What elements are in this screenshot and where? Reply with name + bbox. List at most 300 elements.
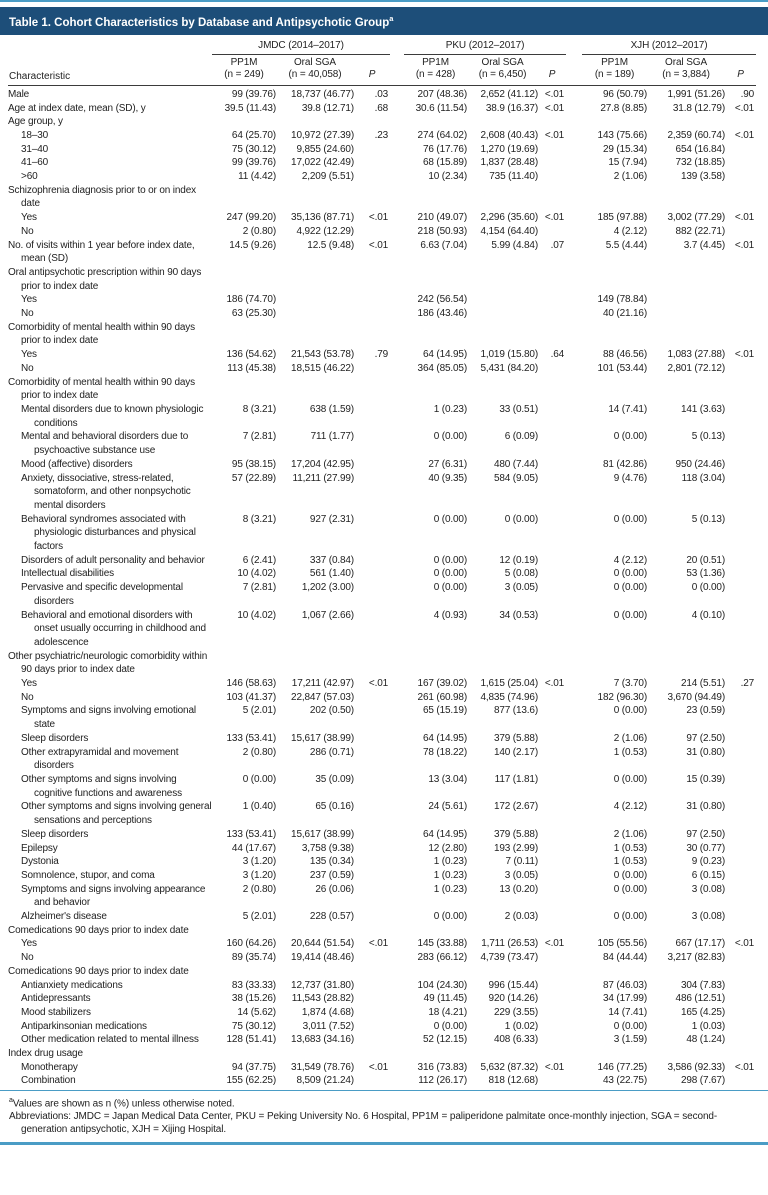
column-gap <box>566 115 582 129</box>
value-cell <box>212 376 276 403</box>
column-gap <box>566 362 582 376</box>
row-label: Mental disorders due to known physiologic conditions <box>21 404 204 429</box>
table-row <box>8 85 756 101</box>
value-cell: 118 (3.04) <box>681 472 726 484</box>
p-value-cell: <.01 <box>734 349 755 361</box>
bottom-accent-line <box>0 1142 768 1145</box>
row-label: Yes <box>21 349 37 361</box>
column-gap <box>390 842 404 856</box>
column-gap <box>390 211 404 225</box>
row-label: 41–60 <box>21 157 49 169</box>
top-accent-line <box>0 0 768 2</box>
column-gap <box>566 156 582 170</box>
p-value-cell <box>538 156 566 170</box>
value-cell: 667 (17.17) <box>675 938 726 950</box>
column-gap <box>566 430 582 457</box>
column-gap <box>390 170 404 184</box>
column-gap <box>390 115 404 129</box>
value-cell: 75 (30.12) <box>231 143 276 155</box>
row-label: >60 <box>21 171 38 183</box>
value-cell: 155 (62.25) <box>226 1075 276 1087</box>
table-row <box>8 910 756 924</box>
value-cell: 8,509 (21.24) <box>296 1075 354 1087</box>
value-cell: 141 (3.63) <box>680 404 726 415</box>
value-cell: 20 (0.51) <box>686 554 726 566</box>
value-cell: 186 (74.70) <box>226 294 276 306</box>
value-cell <box>647 184 725 211</box>
p-value-cell <box>354 979 390 993</box>
footnote-a <box>9 1094 759 1110</box>
p-value-cell <box>354 924 390 938</box>
p-value-cell <box>725 746 756 773</box>
value-cell: 117 (1.81) <box>494 773 539 785</box>
column-gap <box>390 581 404 608</box>
row-label: Alzheimer's disease <box>21 911 107 923</box>
value-cell <box>404 924 467 938</box>
value-cell: 9 (0.23) <box>691 856 726 868</box>
value-cell: 27.8 (8.85) <box>600 102 648 114</box>
value-cell: 88 (46.56) <box>602 349 648 361</box>
value-cell: 3 (0.08) <box>691 911 726 923</box>
column-gap <box>566 554 582 568</box>
value-cell: 0 (0.00) <box>613 773 648 785</box>
table-row <box>8 965 756 979</box>
row-label: Behavioral syndromes associated with physiologic disturbances and physical factors <box>21 513 196 553</box>
column-gap <box>566 129 582 143</box>
table-row <box>8 746 756 773</box>
p-value-cell <box>538 691 566 705</box>
value-cell: 242 (56.54) <box>417 294 468 306</box>
p-value-cell <box>354 910 390 924</box>
p-value-cell: .68 <box>374 102 389 114</box>
value-cell <box>582 965 647 979</box>
value-cell: 103 (41.37) <box>226 691 276 703</box>
column-gap <box>390 567 404 581</box>
p-value-cell <box>354 225 390 239</box>
p-value-cell <box>538 828 566 842</box>
table-row <box>8 581 756 608</box>
value-cell: 0 (0.00) <box>433 911 468 923</box>
value-cell: 218 (50.93) <box>417 225 468 237</box>
value-cell: 5 (0.13) <box>691 431 726 443</box>
footnote-abbreviations: Abbreviations: JMDC = Japan Medical Data Center, PKU = Peking University No. 6 Hospital, PP1M = paliperidone palmitate once-monthly injection, SGA = second-generation antipsychotic, XJH = Xijing Hospital. <box>9 1111 718 1136</box>
column-gap <box>566 239 582 266</box>
value-cell: 83 (33.33) <box>231 979 276 991</box>
p-value-cell: <.01 <box>544 129 565 141</box>
column-gap <box>390 376 404 403</box>
column-gap <box>390 129 404 143</box>
p-value-cell <box>538 924 566 938</box>
p-value-cell <box>354 567 390 581</box>
p-value-cell <box>354 293 390 307</box>
column-gap <box>566 307 582 321</box>
column-gap <box>566 184 582 211</box>
p-value-cell <box>538 979 566 993</box>
row-label: Comorbidity of mental health within 90 days prior to index date <box>8 376 195 402</box>
row-label: Other medication related to mental illness <box>21 1034 199 1046</box>
p-value-cell <box>354 1006 390 1020</box>
row-label: Epilepsy <box>21 842 58 854</box>
column-gap <box>390 362 404 376</box>
p-value-cell <box>538 1074 566 1088</box>
table-row <box>8 979 756 993</box>
p-value-cell <box>354 307 390 321</box>
value-cell: 2 (0.80) <box>242 883 276 895</box>
value-cell: 0 (0.00) <box>433 554 468 566</box>
p-value-cell: <.01 <box>368 239 389 251</box>
p-value-cell <box>538 650 566 677</box>
p-value-cell <box>725 800 756 827</box>
value-cell: 27 (6.31) <box>428 458 468 470</box>
p-value-cell <box>725 883 756 910</box>
value-cell: 877 (13.6) <box>493 705 539 717</box>
p-value-cell <box>354 883 390 910</box>
table-row <box>8 225 756 239</box>
p-value-cell <box>725 321 756 348</box>
table-header <box>8 39 756 86</box>
value-cell: 128 (51.41) <box>226 1034 276 1046</box>
value-cell: 486 (12.51) <box>675 993 726 1005</box>
value-cell: 95 (38.15) <box>231 458 276 470</box>
value-cell: 364 (85.05) <box>417 362 468 374</box>
row-label: Antianxiety medications <box>21 979 123 991</box>
value-cell: 0 (0.00) <box>433 582 468 594</box>
value-cell: 182 (96.30) <box>597 691 648 703</box>
value-cell: 654 (16.84) <box>675 143 726 155</box>
value-cell: 584 (9.05) <box>493 472 539 484</box>
column-header-xjh-sga: Oral SGA (n = 3,884) <box>647 55 725 86</box>
p-value-cell <box>725 581 756 608</box>
value-cell: 950 (24.46) <box>675 458 726 470</box>
p-value-cell <box>538 704 566 731</box>
p-value-cell <box>354 156 390 170</box>
value-cell: 283 (66.12) <box>417 952 468 964</box>
value-cell: 26 (0.06) <box>315 883 354 895</box>
p-value-cell <box>538 403 566 430</box>
value-cell <box>404 115 467 129</box>
value-cell: 5 (0.13) <box>691 513 726 525</box>
value-cell <box>276 650 354 677</box>
column-gap <box>390 266 404 293</box>
value-cell: 4 (2.12) <box>613 801 648 813</box>
table-row <box>8 1074 756 1088</box>
value-cell: 229 (3.55) <box>493 1006 539 1018</box>
p-value-cell <box>725 965 756 979</box>
row-label: Comorbidity of mental health within 90 days prior to index date <box>8 321 195 347</box>
value-cell: 8 (3.21) <box>242 513 276 525</box>
column-gap <box>566 102 582 116</box>
value-cell: 105 (55.56) <box>597 938 648 950</box>
value-cell: 298 (7.67) <box>680 1075 726 1087</box>
p-value-cell <box>538 170 566 184</box>
value-cell <box>582 115 647 129</box>
p-value-cell <box>725 691 756 705</box>
p-value-cell <box>725 266 756 293</box>
value-cell: 33 (0.51) <box>499 404 539 415</box>
value-cell: 0 (0.00) <box>613 568 648 580</box>
column-gap <box>390 855 404 869</box>
value-cell: 65 (0.16) <box>315 801 354 813</box>
column-gap <box>390 143 404 157</box>
row-label: Behavioral and emotional disorders with onset usually occurring in childhood and adolescence <box>21 609 206 648</box>
table-row <box>8 170 756 184</box>
value-cell: 12,737 (31.80) <box>291 979 354 991</box>
p-value-cell <box>725 458 756 472</box>
value-cell <box>647 293 725 307</box>
value-cell: 75 (30.12) <box>231 1020 276 1032</box>
p-value-cell: .79 <box>374 349 389 361</box>
value-cell: 1 (0.53) <box>613 746 648 758</box>
table-row <box>8 677 756 691</box>
value-cell: 379 (5.88) <box>493 828 539 840</box>
p-value-cell <box>725 732 756 746</box>
value-cell: 14 (7.41) <box>608 404 648 415</box>
value-cell: 1 (0.23) <box>433 404 468 415</box>
value-cell: 4 (2.12) <box>613 554 648 566</box>
value-cell: 2 (1.06) <box>613 828 648 840</box>
p-value-cell <box>538 225 566 239</box>
column-header-jmdc-pp1m: PP1M (n = 249) <box>212 55 276 86</box>
column-gap <box>390 773 404 800</box>
value-cell: 4 (2.12) <box>613 225 648 237</box>
p-value-cell <box>538 869 566 883</box>
p-value-cell <box>354 513 390 554</box>
value-cell: 89 (35.74) <box>231 952 276 964</box>
p-value-cell <box>354 115 390 129</box>
p-value-cell <box>725 115 756 129</box>
column-gap <box>566 992 582 1006</box>
value-cell: 996 (15.44) <box>488 979 539 991</box>
value-cell: 64 (14.95) <box>422 349 468 361</box>
value-cell: 35 (0.09) <box>315 773 354 785</box>
column-gap <box>390 102 404 116</box>
column-gap <box>390 458 404 472</box>
value-cell <box>212 924 276 938</box>
p-value-cell <box>354 184 390 211</box>
table-row <box>8 1006 756 1020</box>
value-cell: 17,204 (42.95) <box>291 458 354 470</box>
p-value-cell <box>354 965 390 979</box>
value-cell: 5.5 (4.44) <box>605 239 648 251</box>
value-cell: 1,067 (2.66) <box>301 609 354 621</box>
p-value-cell: <.01 <box>734 1061 755 1073</box>
column-gap <box>390 800 404 827</box>
column-gap <box>390 883 404 910</box>
value-cell <box>647 650 725 677</box>
table-row <box>8 855 756 869</box>
value-cell: 20,644 (51.54) <box>291 938 354 950</box>
value-cell <box>582 184 647 211</box>
p-value-cell <box>725 143 756 157</box>
table-row <box>8 732 756 746</box>
value-cell <box>404 184 467 211</box>
column-gap <box>390 650 404 677</box>
value-cell: 0 (0.00) <box>433 1020 468 1032</box>
row-label: Pervasive and specific developmental disorders <box>21 582 183 607</box>
p-value-cell <box>354 609 390 650</box>
column-gap <box>390 1006 404 1020</box>
p-value-cell: .90 <box>740 88 755 100</box>
value-cell <box>582 266 647 293</box>
column-header-xjh-p: P <box>725 55 756 86</box>
value-cell: 1 (0.53) <box>613 842 648 854</box>
column-gap <box>566 458 582 472</box>
table-row <box>8 1020 756 1034</box>
table-title-bar <box>0 7 768 35</box>
value-cell: 214 (5.51) <box>680 678 726 690</box>
value-cell: 22,847 (57.03) <box>291 691 354 703</box>
column-gap <box>566 266 582 293</box>
p-value-cell <box>538 746 566 773</box>
value-cell: 2,359 (60.74) <box>667 129 726 141</box>
value-cell <box>647 307 725 321</box>
group-gap <box>390 39 404 55</box>
p-value-cell <box>538 581 566 608</box>
group-header-xjh: XJH (2012–2017) <box>582 39 756 55</box>
p-value-cell <box>725 924 756 938</box>
value-cell: 1 (0.53) <box>613 856 648 868</box>
p-value-cell <box>538 732 566 746</box>
p-value-cell <box>725 979 756 993</box>
row-label: Combination <box>21 1075 76 1087</box>
value-cell: 3 (1.59) <box>613 1034 648 1046</box>
value-cell <box>467 266 538 293</box>
column-gap <box>566 937 582 951</box>
value-cell: 228 (0.57) <box>309 911 354 923</box>
column-gap <box>566 965 582 979</box>
value-cell: 186 (43.46) <box>417 308 468 320</box>
value-cell: 145 (33.88) <box>417 938 468 950</box>
value-cell: 1,711 (26.53) <box>481 938 539 950</box>
value-cell <box>582 650 647 677</box>
value-cell: 0 (0.00) <box>242 773 276 785</box>
value-cell: 207 (48.36) <box>417 88 468 100</box>
value-cell <box>467 321 538 348</box>
value-cell: 2 (0.80) <box>242 746 276 758</box>
row-label: No <box>21 362 34 374</box>
value-cell: 237 (0.59) <box>309 869 354 881</box>
p-value-cell <box>354 1020 390 1034</box>
value-cell <box>276 184 354 211</box>
value-cell: 1 (0.23) <box>433 856 468 868</box>
column-gap <box>390 828 404 842</box>
value-cell: 40 (21.16) <box>602 308 648 320</box>
column-gap <box>390 704 404 731</box>
p-value-cell <box>725 869 756 883</box>
value-cell: 2,209 (5.51) <box>301 171 354 183</box>
column-gap <box>566 842 582 856</box>
column-gap <box>566 910 582 924</box>
p-value-cell <box>538 115 566 129</box>
value-cell: 7 (2.81) <box>242 431 276 443</box>
value-cell <box>212 266 276 293</box>
value-cell: 140 (2.17) <box>493 746 539 758</box>
p-value-cell <box>725 1020 756 1034</box>
row-label: Age group, y <box>8 116 63 128</box>
value-cell <box>467 115 538 129</box>
value-cell: 0 (0.00) <box>613 513 648 525</box>
p-value-cell <box>354 458 390 472</box>
p-value-cell: .23 <box>374 129 389 141</box>
p-value-cell: <.01 <box>544 678 565 690</box>
value-cell: 49 (11.45) <box>423 993 468 1005</box>
column-gap <box>566 691 582 705</box>
value-cell: 0 (0.00) <box>613 1020 648 1032</box>
value-cell: 13,683 (34.16) <box>291 1034 354 1046</box>
value-cell: 17,211 (42.97) <box>291 678 354 690</box>
p-value-cell <box>354 732 390 746</box>
row-label: Male <box>8 88 30 100</box>
value-cell: 99 (39.76) <box>231 157 276 169</box>
value-cell: 5,632 (87.32) <box>480 1061 539 1073</box>
value-cell <box>467 184 538 211</box>
column-gap <box>390 554 404 568</box>
table-row <box>8 924 756 938</box>
p-value-cell <box>538 567 566 581</box>
value-cell: 10 (2.34) <box>428 171 468 183</box>
column-gap <box>566 581 582 608</box>
table-row <box>8 691 756 705</box>
value-cell: 15 (7.94) <box>608 157 648 169</box>
column-header-jmdc-p: P <box>354 55 390 86</box>
value-cell: 561 (1.40) <box>309 568 354 580</box>
p-value-cell <box>538 376 566 403</box>
value-cell: 84 (44.44) <box>602 952 648 964</box>
value-cell: 3,002 (77.29) <box>667 212 726 224</box>
table-row <box>8 1033 756 1047</box>
table-row <box>8 430 756 457</box>
value-cell: 261 (60.98) <box>417 691 468 703</box>
value-cell: 31 (0.80) <box>686 801 726 813</box>
value-cell: 44 (17.67) <box>231 842 276 854</box>
p-value-cell <box>538 965 566 979</box>
value-cell: 57 (22.89) <box>231 472 276 484</box>
p-value-cell <box>354 842 390 856</box>
p-value-cell <box>354 691 390 705</box>
column-gap <box>390 307 404 321</box>
p-value-cell <box>354 143 390 157</box>
value-cell: 882 (22.71) <box>675 225 726 237</box>
value-cell: 13 (0.20) <box>499 883 539 895</box>
row-label: No <box>21 308 34 320</box>
p-value-cell <box>354 321 390 348</box>
cohort-characteristics-table <box>8 39 756 1088</box>
p-value-cell <box>538 910 566 924</box>
value-cell: 48 (1.24) <box>686 1034 726 1046</box>
column-gap <box>390 979 404 993</box>
p-value-cell <box>725 855 756 869</box>
value-cell: 7 (0.11) <box>505 856 539 868</box>
value-cell: 17,022 (42.49) <box>291 157 354 169</box>
table-row <box>8 115 756 129</box>
value-cell: 13 (3.04) <box>428 773 468 785</box>
row-label: Index drug usage <box>8 1048 83 1060</box>
column-gap <box>390 677 404 691</box>
p-value-cell <box>725 362 756 376</box>
value-cell: 4,154 (64.40) <box>480 225 539 237</box>
value-cell: 39.5 (11.43) <box>224 102 276 114</box>
column-gap <box>566 746 582 773</box>
table-row <box>8 869 756 883</box>
value-cell: 735 (11.40) <box>489 171 539 183</box>
p-value-cell <box>538 430 566 457</box>
value-cell <box>467 307 538 321</box>
value-cell: 65 (15.19) <box>422 705 468 717</box>
value-cell: 1 (0.23) <box>433 883 468 895</box>
value-cell: 12 (2.80) <box>428 842 468 854</box>
value-cell: 247 (99.20) <box>226 212 276 224</box>
value-cell: 711 (1.77) <box>310 431 354 443</box>
